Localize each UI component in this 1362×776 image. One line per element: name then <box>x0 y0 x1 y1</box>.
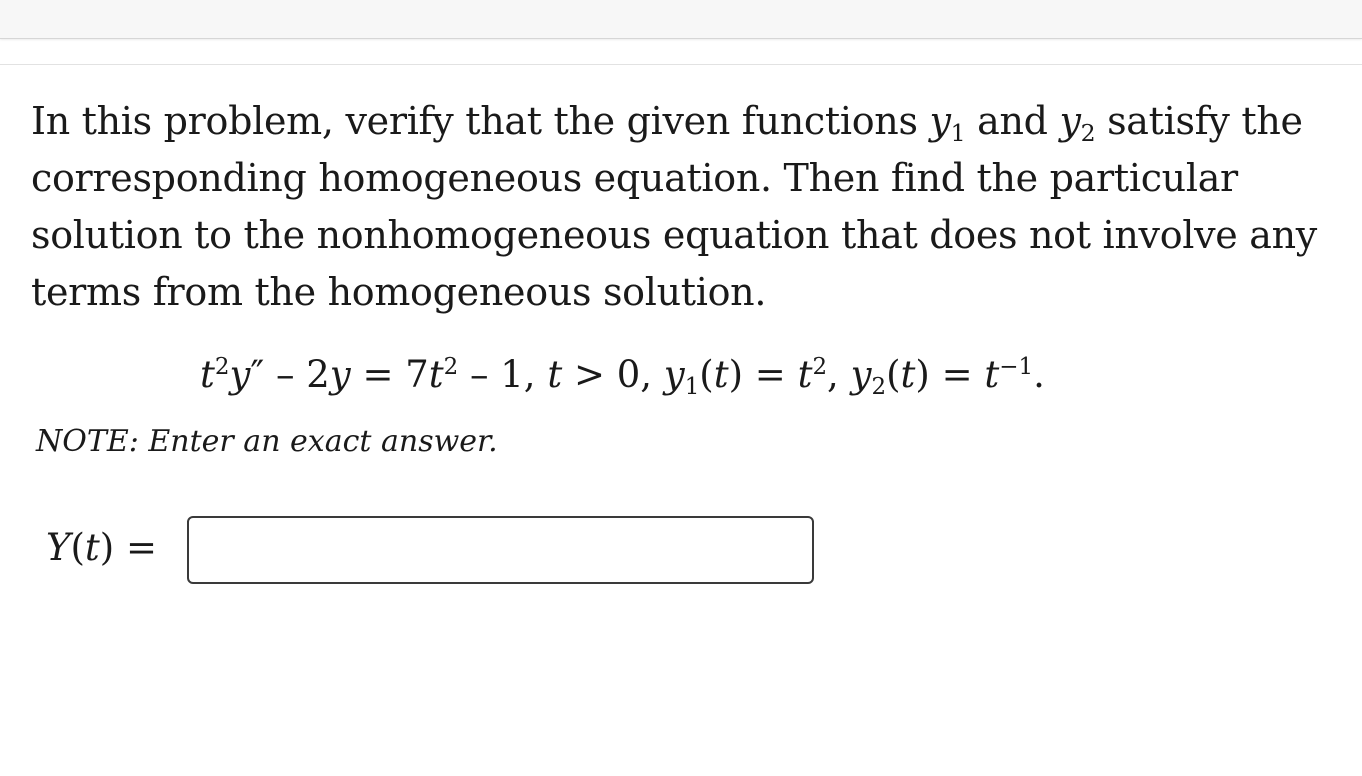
eq-lhs-t: t <box>200 353 215 396</box>
eq-f2-open: ( <box>886 353 901 396</box>
eq-lhs-prime: ″ <box>250 353 265 396</box>
eq-lhs-y2: y <box>329 353 351 396</box>
header-divider <box>0 64 1362 65</box>
eq-end: . <box>1033 353 1045 396</box>
eq-f1-subscript: 1 <box>684 373 700 400</box>
eq-f2-value-t: t <box>984 353 1000 396</box>
y1-symbol: y <box>929 99 951 143</box>
problem-intro-part2: satisfy the corresponding homogeneous equation. Then find the particular solution to the nonhomogeneous equation that does not involve any terms from the homogeneous solution. <box>31 99 1317 314</box>
answer-label-t: t <box>84 526 100 569</box>
eq-lhs-t-exponent: 2 <box>214 354 230 381</box>
eq-lhs-rest: – 2 <box>264 353 330 396</box>
note-text: NOTE: Enter an exact answer. <box>36 424 498 459</box>
problem-intro-part1: In this problem, verify that the given functions <box>31 99 930 143</box>
answer-label-open: ( <box>70 526 85 569</box>
eq-lhs-y: y <box>229 353 251 396</box>
eq-f2-value-exponent: −1 <box>999 354 1034 381</box>
eq-cond-t: t <box>547 353 563 396</box>
eq-rhs-t-exponent: 2 <box>443 354 459 381</box>
eq-rhs-rest: – 1, <box>458 353 548 396</box>
problem-statement <box>31 93 1331 321</box>
eq-f2-subscript: 2 <box>871 373 887 400</box>
answer-label-Y: Y <box>46 526 71 569</box>
answer-label <box>46 520 157 576</box>
eq-f2-close: ) = <box>915 353 985 396</box>
eq-f2-y: y <box>850 353 872 396</box>
answer-label-close: ) = <box>99 526 157 569</box>
eq-f1-value-exponent: 2 <box>812 354 828 381</box>
eq-rhs-t: t <box>428 353 444 396</box>
eq-cond-rest: > 0, <box>562 353 664 396</box>
eq-f1-t: t <box>713 353 729 396</box>
eq-f1-value-t: t <box>797 353 813 396</box>
eq-f1-close: ) = <box>728 353 798 396</box>
answer-input[interactable] <box>187 516 814 584</box>
browser-top-bar <box>0 0 1362 39</box>
differential-equation <box>200 345 1200 405</box>
eq-f1-y: y <box>663 353 685 396</box>
y2-symbol: y <box>1059 99 1081 143</box>
eq-equals: = 7 <box>350 353 429 396</box>
y1-subscript: 1 <box>950 119 966 148</box>
eq-f2-t: t <box>900 353 916 396</box>
eq-separator: , <box>827 353 851 396</box>
problem-and: and <box>965 99 1060 143</box>
y2-subscript: 2 <box>1080 119 1096 148</box>
eq-f1-open: ( <box>699 353 714 396</box>
